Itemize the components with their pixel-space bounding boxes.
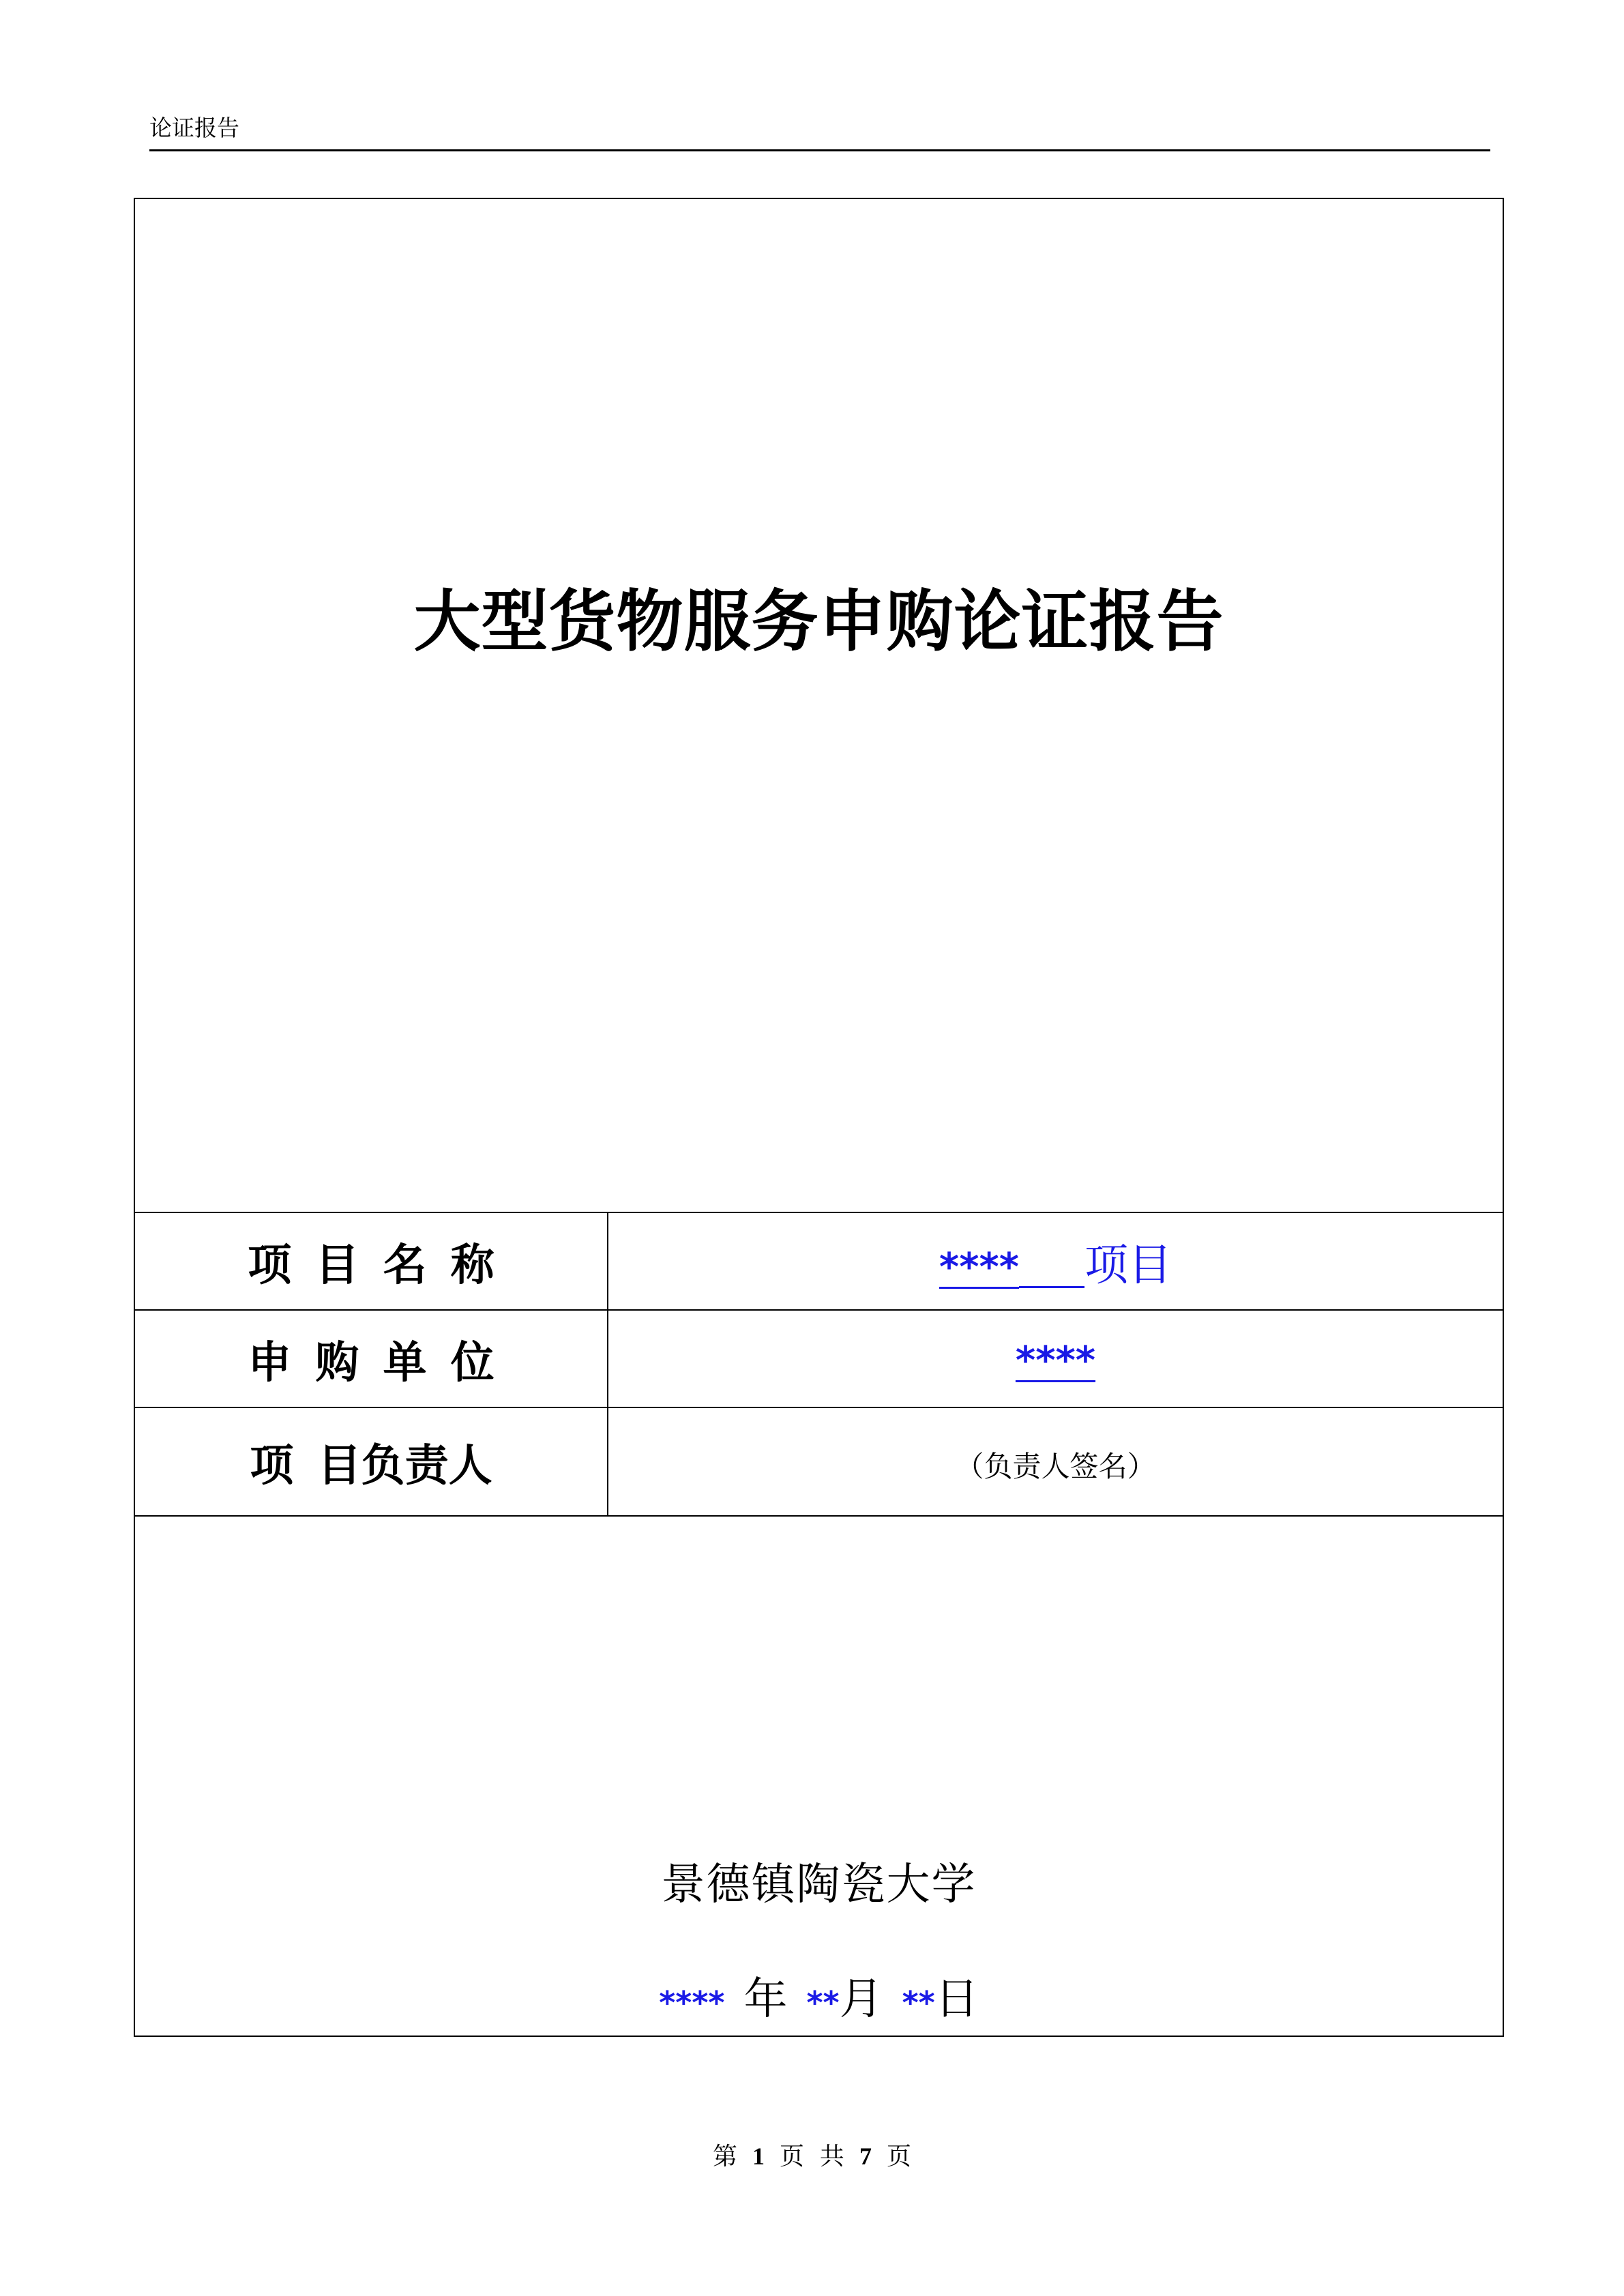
department-value[interactable] [608, 1310, 1503, 1407]
report-title: 大型货物服务申购论证报告 [413, 582, 1224, 661]
month-placeholder: ** [806, 1984, 840, 2021]
page-prefix: 第 [713, 2143, 738, 2171]
day-label: 日 [934, 1974, 979, 2025]
header-rule [149, 149, 1490, 151]
table-row-project-lead [134, 1407, 1503, 1516]
page-number-footer [0, 2141, 1624, 2172]
running-header: 论证报告 [149, 115, 239, 141]
project-name-placeholder: **** [939, 1244, 1020, 1289]
project-name-underline [1019, 1285, 1084, 1288]
table-row-department [134, 1310, 1503, 1407]
project-name-label: 项目名称 [134, 1212, 608, 1310]
project-name-value[interactable] [608, 1212, 1503, 1310]
department-placeholder: **** [1015, 1338, 1096, 1383]
signature-hint: （负责人签名） [955, 1449, 1156, 1483]
project-lead-label-part1: 项 [250, 1440, 294, 1491]
project-lead-label [134, 1407, 608, 1516]
department-label: 申购单位 [134, 1310, 608, 1407]
month-label: 月 [839, 1974, 883, 2025]
page-suffix: 页 [886, 2143, 911, 2171]
year-label: 年 [743, 1974, 788, 2025]
total-pages: 7 [859, 2143, 872, 2170]
university-name: 景德镇陶瓷大学 [661, 1860, 977, 1910]
project-lead-label-part2: 目负责人 [317, 1440, 492, 1491]
day-placeholder: ** [902, 1984, 935, 2021]
project-name-suffix: 项目 [1084, 1240, 1172, 1291]
current-page: 1 [752, 2143, 765, 2170]
date-line [135, 1964, 1503, 2027]
cover-frame [134, 198, 1504, 2037]
table-row-project-name [134, 1212, 1503, 1310]
info-table [134, 1212, 1504, 1517]
year-placeholder: **** [659, 1984, 725, 2021]
page-middle: 页 共 [780, 2143, 844, 2171]
project-lead-signature-field[interactable] [608, 1407, 1503, 1516]
